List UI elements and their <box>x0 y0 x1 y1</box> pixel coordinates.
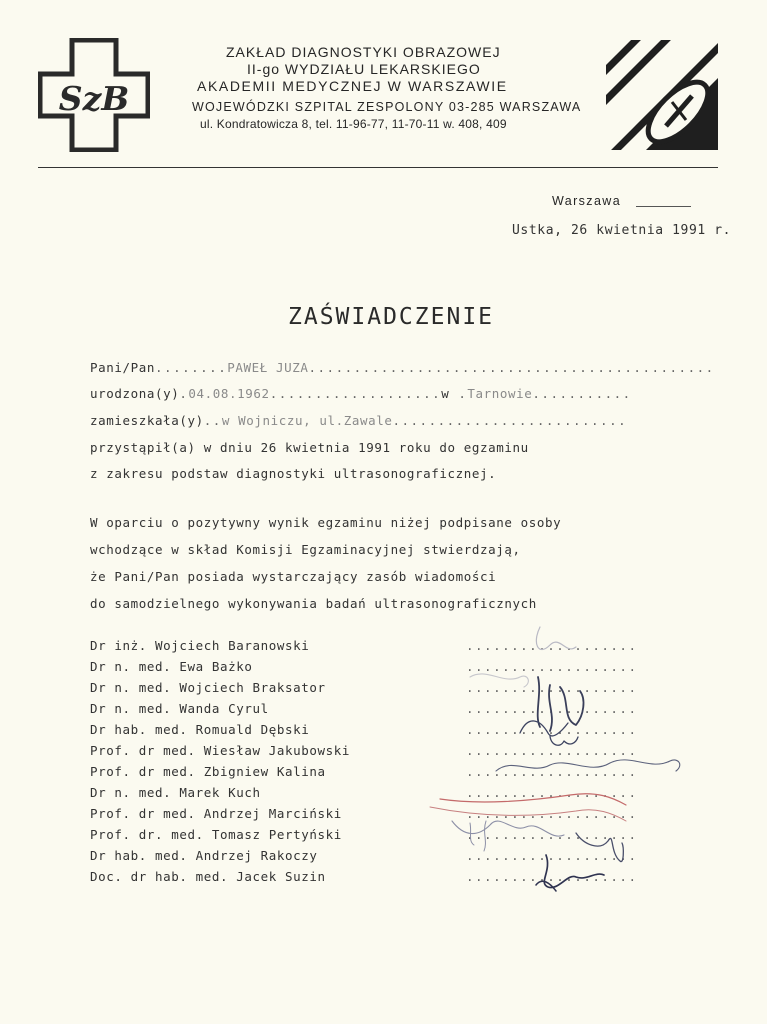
svg-text:SzB: SzB <box>58 79 130 118</box>
committee-member: Prof. dr med. Zbigniew Kalina <box>90 764 326 779</box>
committee-member: Dr hab. med. Andrzej Rakoczy <box>90 848 318 863</box>
signature-line: ................... <box>466 785 638 800</box>
body-line-2: wchodzące w skład Komisji Egzaminacyjnej stwierdzają, <box>90 542 521 557</box>
signature-line: ................... <box>466 701 638 716</box>
place-underline <box>636 206 691 207</box>
signature-line: ................... <box>466 848 638 863</box>
committee-member: Dr hab. med. Romuald Dębski <box>90 722 310 737</box>
header-line-4: WOJEWÓDZKI SZPITAL ZESPOLONY 03-285 WARSZAWA <box>192 100 582 114</box>
born-date: 04.08.1962 <box>188 386 270 401</box>
name-row: Pani/Pan........PAWEŁ JUZA............................................. <box>90 360 715 375</box>
signature-line: ................... <box>466 680 638 695</box>
resident-label: zamieszkała(y) <box>90 413 204 428</box>
cross-logo-icon <box>38 38 150 152</box>
signature-line: ................... <box>466 806 638 821</box>
signature-line: ................... <box>466 638 638 653</box>
body-line-3: że Pani/Pan posiada wystarczający zasób wiadomości <box>90 569 497 584</box>
committee-member: Dr n. med. Wojciech Braksator <box>90 680 326 695</box>
exam-line-2: z zakresu podstaw diagnostyki ultrasonograficznej. <box>90 466 497 481</box>
signature-line: ................... <box>466 659 638 674</box>
header-line-5: ul. Kondratowicza 8, tel. 11-96-77, 11-70-11 w. 408, 409 <box>200 117 507 131</box>
committee-member: Prof. dr med. Wiesław Jakubowski <box>90 743 351 758</box>
name-label: Pani/Pan <box>90 360 156 375</box>
institution-logo <box>38 38 150 152</box>
ultrasound-probe-icon <box>606 40 718 150</box>
signature-line: ................... <box>466 743 638 758</box>
committee-member: Dr n. med. Ewa Bażko <box>90 659 253 674</box>
exam-line-1: przystąpił(a) w dniu 26 kwietnia 1991 roku do egzaminu <box>90 440 529 455</box>
committee-member: Prof. dr. med. Tomasz Pertyński <box>90 827 342 842</box>
born-label: urodzona(y) <box>90 386 180 401</box>
committee-member: Dr inż. Wojciech Baranowski <box>90 638 310 653</box>
signature-line: ................... <box>466 827 638 842</box>
resident-value: w Wojniczu, ul.Zawale <box>221 413 393 428</box>
document-title: ZAŚWIADCZENIE <box>288 304 495 330</box>
header-divider <box>38 167 718 168</box>
residence-row: zamieszkała(y)..w Wojniczu, ul.Zawale.......................... <box>90 413 628 428</box>
issue-date: Ustka, 26 kwietnia 1991 r. <box>512 223 732 238</box>
committee-member: Prof. dr med. Andrzej Marciński <box>90 806 342 821</box>
born-place: Tarnowie <box>467 386 533 401</box>
body-line-1: W oparciu o pozytywny wynik egzaminu niżej podpisane osoby <box>90 515 562 530</box>
handwritten-signatures <box>400 615 700 905</box>
ultrasound-logo <box>606 40 718 150</box>
signature-line: ................... <box>466 869 638 884</box>
body-line-4: do samodzielnego wykonywania badań ultrasonograficznych <box>90 596 537 611</box>
committee-member: Doc. dr hab. med. Jacek Suzin <box>90 869 326 884</box>
born-in-label: w <box>441 386 450 401</box>
birth-row: urodzona(y).04.08.1962...................w .Tarnowie........... <box>90 386 632 401</box>
committee-member: Dr n. med. Wanda Cyrul <box>90 701 269 716</box>
header-line-2: II-go WYDZIAŁU LEKARSKIEGO <box>247 61 481 77</box>
signature-line: ................... <box>466 764 638 779</box>
committee-member: Dr n. med. Marek Kuch <box>90 785 261 800</box>
header-line-1: ZAKŁAD DIAGNOSTYKI OBRAZOWEJ <box>226 44 501 60</box>
signature-line: ................... <box>466 722 638 737</box>
header-line-3: AKADEMII MEDYCZNEJ W WARSZAWIE <box>197 78 508 94</box>
name-value: PAWEŁ JUZA <box>227 360 309 375</box>
place-label: Warszawa <box>552 194 622 208</box>
